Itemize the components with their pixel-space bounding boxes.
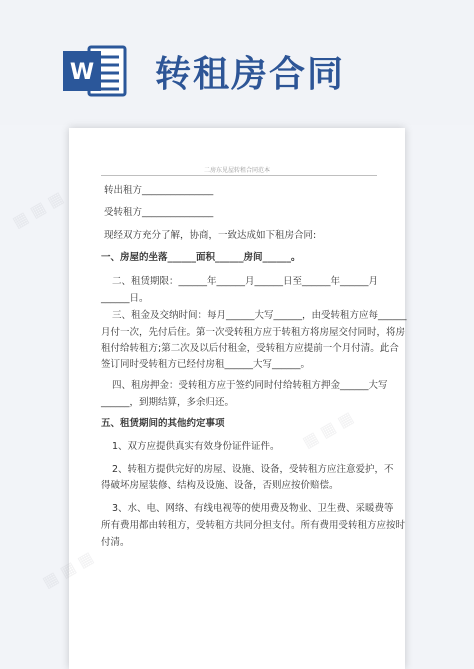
doc-line: ______，到期结算，多余归还。 bbox=[101, 397, 235, 408]
doc-line: 签订同时受转租方已经付房租______大写______。 bbox=[101, 359, 311, 370]
section-heading: 一、房屋的坐落______面积______房间______。 bbox=[101, 252, 301, 263]
svg-text:W: W bbox=[69, 60, 95, 85]
doc-line: 现经双方充分了解，协商，一致达成如下租房合同: bbox=[104, 230, 317, 241]
watermark-pattern: ▦ ▦ ▦ bbox=[38, 547, 97, 592]
doc-line: 转出租方_______________ bbox=[104, 185, 214, 196]
doc-line: 受转租方_______________ bbox=[104, 207, 214, 218]
page-title: 转租房合同 bbox=[155, 54, 346, 95]
doc-line: 所有费用都由转租方，受转租方共同分担支付。所有费用受转租方应按时 bbox=[101, 520, 406, 531]
doc-line: 租付给转租方;第二次及以后付租金，受转租方应提前一个月付清。此合 bbox=[101, 343, 399, 354]
header-divider bbox=[101, 175, 377, 176]
watermark-pattern: ▦ ▦ ▦ bbox=[8, 187, 67, 232]
word-icon bbox=[59, 41, 129, 101]
doc-line: ______日。 bbox=[101, 293, 149, 304]
doc-line: 月付一次，先付后住。第一次受转租方应于转租方将房屋交付同时，将房 bbox=[101, 327, 406, 338]
doc-line: 3、水、电、网络、有线电视等的使用费及物业、卫生费、采暖费等 bbox=[112, 503, 394, 514]
doc-line: 得破坏房屋装修、结构及设施、设备，否则应按价赔偿。 bbox=[101, 480, 339, 491]
doc-line: 1、双方应提供真实有效身份证件证件。 bbox=[112, 441, 280, 452]
running-header: 二房东见屋转租合同范本 bbox=[203, 167, 270, 174]
banner-header bbox=[0, 0, 474, 125]
doc-line: 二、租赁期限：______年______月______日至______年______月 bbox=[112, 276, 379, 287]
doc-line: 四、租房押金：受转租方应于签约同时付给转租方押金______大写 bbox=[112, 380, 388, 391]
doc-line: 付清。 bbox=[101, 537, 130, 548]
doc-line: 三、租金及交纳时间：每月______大写______，由受转租方应每______ bbox=[112, 310, 407, 321]
doc-line: 2、转租方提供完好的房屋、设施、设备，受转租方应注意爱护，不 bbox=[112, 464, 394, 475]
document-page bbox=[69, 128, 405, 669]
section-heading: 五、租赁期间的其他约定事项 bbox=[101, 418, 225, 429]
